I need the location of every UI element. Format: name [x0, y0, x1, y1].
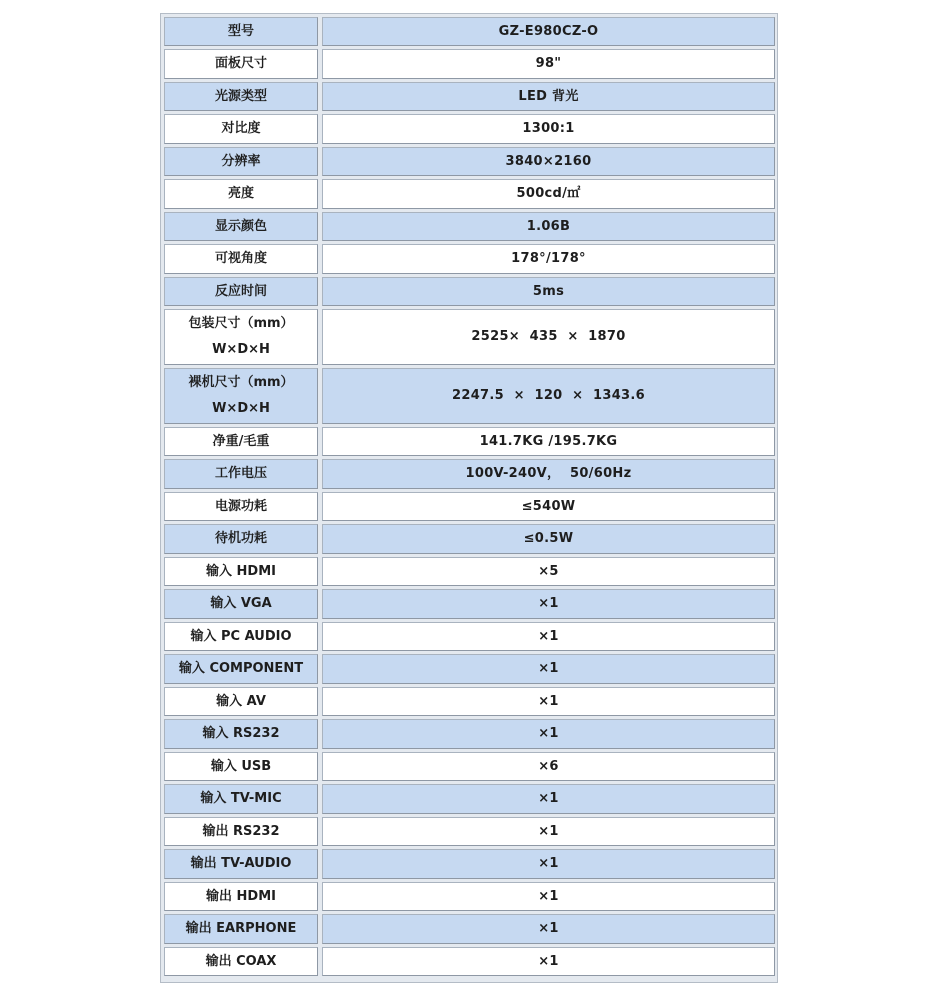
spec-value: ×1 — [322, 622, 775, 651]
spec-row — [164, 882, 775, 914]
spec-row — [164, 179, 775, 212]
spec-label: 包装尺寸（mm） W×D×H — [164, 309, 318, 365]
spec-value: 2247.5 × 120 × 1343.6 — [322, 368, 775, 424]
spec-label: 对比度 — [164, 114, 318, 144]
spec-row — [164, 114, 775, 147]
spec-row — [164, 309, 775, 368]
spec-label: 工作电压 — [164, 459, 318, 489]
spec-value: ×1 — [322, 882, 775, 911]
spec-row — [164, 49, 775, 82]
spec-row — [164, 817, 775, 849]
spec-value: ×6 — [322, 752, 775, 781]
spec-row — [164, 947, 775, 979]
spec-label: 净重/毛重 — [164, 427, 318, 456]
spec-value: 3840×2160 — [322, 147, 775, 176]
spec-label: 电源功耗 — [164, 492, 318, 521]
spec-row — [164, 17, 775, 49]
spec-value: ×1 — [322, 784, 775, 814]
spec-value: 100V-240V， 50/60Hz — [322, 459, 775, 489]
spec-table — [160, 13, 778, 983]
spec-row — [164, 82, 775, 114]
spec-label: 待机功耗 — [164, 524, 318, 554]
spec-label: 面板尺寸 — [164, 49, 318, 79]
spec-value: ×1 — [322, 947, 775, 976]
spec-value: 500cd/㎡ — [322, 179, 775, 209]
spec-value: 1.06B — [322, 212, 775, 241]
spec-label: 输入 TV-MIC — [164, 784, 318, 814]
spec-row — [164, 849, 775, 882]
spec-label: 反应时间 — [164, 277, 318, 306]
spec-row — [164, 914, 775, 947]
spec-label: 输入 VGA — [164, 589, 318, 619]
spec-value: 2525× 435 × 1870 — [322, 309, 775, 365]
spec-label: 输出 TV-AUDIO — [164, 849, 318, 879]
spec-value: ≤540W — [322, 492, 775, 521]
spec-row — [164, 687, 775, 719]
spec-row — [164, 212, 775, 244]
spec-value: 98" — [322, 49, 775, 79]
spec-row — [164, 557, 775, 589]
spec-label: 光源类型 — [164, 82, 318, 111]
spec-value: ×1 — [322, 849, 775, 879]
spec-row — [164, 524, 775, 557]
spec-row — [164, 244, 775, 277]
spec-value: ×1 — [322, 914, 775, 944]
spec-row — [164, 589, 775, 622]
spec-row — [164, 492, 775, 524]
spec-label: 分辨率 — [164, 147, 318, 176]
spec-label: 输入 HDMI — [164, 557, 318, 586]
spec-label: 显示颜色 — [164, 212, 318, 241]
spec-label: 亮度 — [164, 179, 318, 209]
spec-value: 141.7KG /195.7KG — [322, 427, 775, 456]
spec-value: ×1 — [322, 654, 775, 684]
spec-value: ×1 — [322, 687, 775, 716]
spec-row — [164, 459, 775, 492]
spec-value: ×1 — [322, 719, 775, 749]
spec-row — [164, 368, 775, 427]
spec-row — [164, 719, 775, 752]
spec-label: 输出 EARPHONE — [164, 914, 318, 944]
spec-label: 输入 PC AUDIO — [164, 622, 318, 651]
spec-value: ×1 — [322, 589, 775, 619]
spec-label: 输入 USB — [164, 752, 318, 781]
spec-label: 输出 COAX — [164, 947, 318, 976]
spec-value: ×1 — [322, 817, 775, 846]
spec-label: 可视角度 — [164, 244, 318, 274]
spec-value: ≤0.5W — [322, 524, 775, 554]
spec-row — [164, 147, 775, 179]
spec-value: ×5 — [322, 557, 775, 586]
spec-row — [164, 277, 775, 309]
spec-row — [164, 622, 775, 654]
spec-value: 5ms — [322, 277, 775, 306]
spec-value: GZ-E980CZ-O — [322, 17, 775, 46]
spec-value: 1300:1 — [322, 114, 775, 144]
spec-row — [164, 654, 775, 687]
spec-value: 178°/178° — [322, 244, 775, 274]
spec-row — [164, 784, 775, 817]
spec-row — [164, 427, 775, 459]
spec-label: 输入 COMPONENT — [164, 654, 318, 684]
spec-label: 输出 HDMI — [164, 882, 318, 911]
spec-label: 输入 RS232 — [164, 719, 318, 749]
spec-label: 输入 AV — [164, 687, 318, 716]
spec-label: 型号 — [164, 17, 318, 46]
spec-label: 裸机尺寸（mm） W×D×H — [164, 368, 318, 424]
spec-row — [164, 752, 775, 784]
spec-label: 输出 RS232 — [164, 817, 318, 846]
spec-value: LED 背光 — [322, 82, 775, 111]
